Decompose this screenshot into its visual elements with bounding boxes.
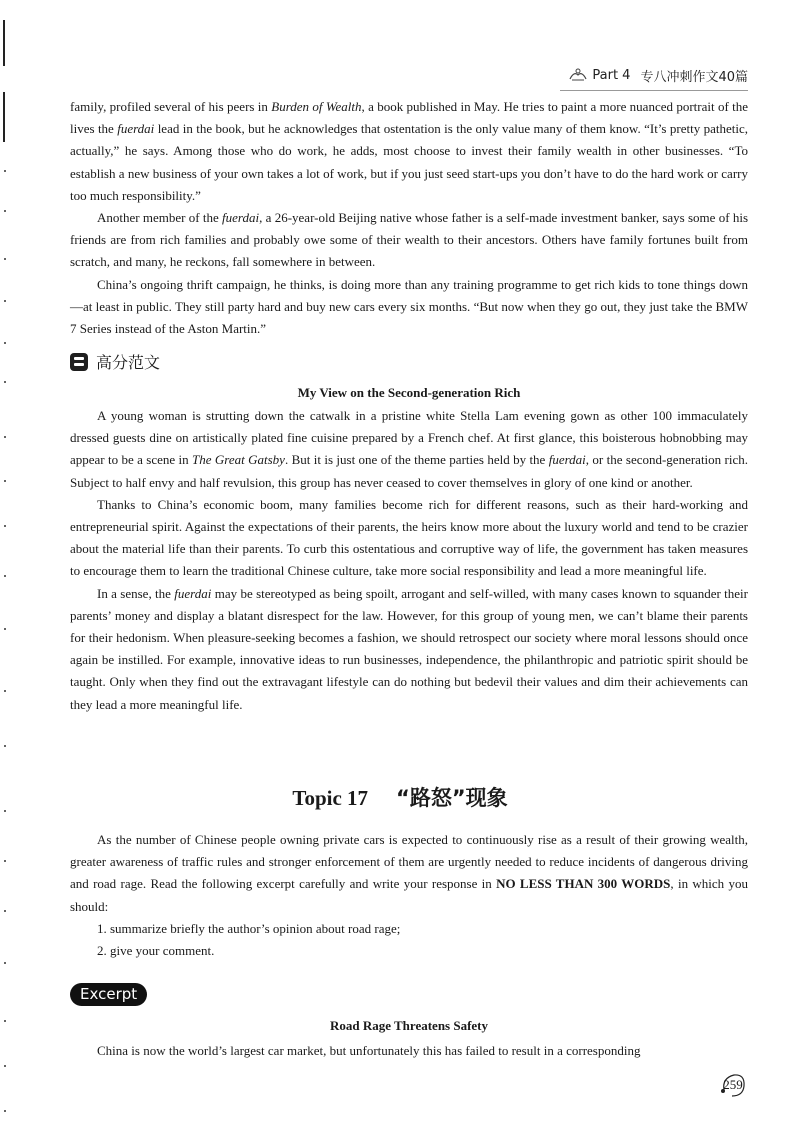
topic-instructions [70, 829, 748, 962]
binding-margin [0, 0, 14, 1132]
paragraph: Thanks to China’s economic boom, many families become rich for different reasons, such as their hard-working and entrepreneurial spirit. Against the expectations of their parents, the heirs know more about the luxury world and tend to be crazier about the material life than their parents. To curb this ostentatious and corruptive way of life, the government has taken measures to encourage them to learn the traditional Chinese culture, take more social responsibility and lead a more meaningful life. [70, 496, 748, 579]
text-run: , a 26-year-old Beijing native whose father is a self-made investment banker, says some of his friends are from rich families and probably owe some of their wealth to their ancestors. Others have family fortunes built from scratch, and many, he reckons, fall somewhere in between. [70, 210, 749, 270]
topic-chinese-title: “路怒”现象 [396, 786, 508, 810]
term-fuerdai: fuerdai [117, 121, 155, 137]
topic-label: Topic 17 [292, 786, 369, 810]
term-fuerdai: fuerdai [548, 452, 586, 468]
topic-title [0, 782, 800, 812]
list-item: 2. give your comment. [97, 943, 215, 959]
section-heading-text: 高分范文 [96, 353, 161, 372]
text-run: may be stereotyped as being spoilt, arrogant and self-willed, with many cases known to squander their parents’ money and display a blatant disrespect for the law. However, for this group of young men, we can’t blame their parents for their hedonism. When pleasure-seeking becomes a fashion, we should retrospect our society where moral lessons should once again be instilled. For example, innovative ideas to run businesses, independence, the philanthropic and patriotic spirit should be taught. Only when they find out the extravagant lifestyle can do nothing but bedevil their values and dim their achievements can they lead a more meaningful life. [70, 585, 748, 712]
text-run: , or the second-generation rich. Subject to half envy and half revulsion, this group has never ceased to cover themselves in glory of one kind or another. [70, 452, 749, 490]
list-item: 1. summarize briefly the author’s opinion about road rage; [97, 920, 401, 936]
paragraph [70, 583, 748, 716]
word-count-requirement: NO LESS THAN 300 WORDS [496, 876, 671, 892]
paragraph [70, 207, 748, 274]
paragraph: China’s ongoing thrift campaign, he thinks, is doing more than any training programme to get rich kids to tone things down—at least in public. They still party hard and buy new cars every six months. “But now when they go out, they just take the BMW 7 Series instead of the Aston Martin.” [70, 276, 748, 337]
essay-body [70, 405, 748, 716]
book-stack-icon [70, 353, 88, 371]
text-run: family, profiled several of his peers in [70, 99, 272, 114]
page-number [718, 1070, 748, 1100]
book-title: Burden of Wealth [271, 99, 362, 114]
excerpt-badge: Excerpt [70, 983, 147, 1006]
page-number-text: 259 [723, 1077, 743, 1092]
running-header [568, 62, 748, 88]
text-run: Another member of the [97, 210, 223, 226]
header-part-title: 专八冲刺作文40篇 [640, 69, 748, 85]
term-fuerdai: fuerdai [222, 210, 260, 226]
excerpt-continuation [70, 96, 748, 340]
header-rule [560, 90, 748, 91]
paragraph [70, 405, 748, 494]
term-fuerdai: fuerdai [174, 585, 212, 601]
book-emblem-icon [568, 65, 588, 85]
paragraph [70, 96, 748, 207]
text-run: lead in the book, but he acknowledges that ostentation is the only value many of them know. “It’s pretty pathetic, actually,” he says. Among those who do work, he adds, most choose to invest their family wealth in other businesses. “To establish a new business of your own takes a lot of work, but if you just seed start-ups you don’t have to do the hard work or carry too much responsibility.” [70, 121, 748, 203]
book-title: The Great Gatsby [192, 452, 285, 468]
text-run: , in which you should: [70, 876, 748, 914]
text-run: In a sense, the [97, 585, 175, 601]
paragraph: China is now the world’s largest car market, but unfortunately this has failed to result in a corresponding [97, 1043, 641, 1058]
excerpt-body [70, 1040, 748, 1062]
header-part-label: Part 4 [592, 67, 631, 83]
section-heading [70, 350, 160, 373]
essay-title: My View on the Second-generation Rich [297, 385, 521, 400]
text-run: , a book published in May. He tries to paint a more nuanced portrait of the lives the [70, 99, 749, 137]
paragraph [70, 829, 748, 918]
text-run: As the number of Chinese people owning private cars is expected to continuously rise as a result of their growing wealth, greater awareness of traffic rules and stronger enforcement of them are urgently needed to reduce incidents of dangerous driving and road rage. Read the following excerpt carefully and write your response in [70, 832, 748, 892]
excerpt-title: Road Rage Threatens Safety [329, 1018, 489, 1033]
text-run: . But it is just one of the theme parties held by the [284, 452, 549, 468]
text-run: A young woman is strutting down the catwalk in a pristine white Stella Lam evening gown as other 100 immaculately dressed guests dine on artistically plated fine cuisine prepared by a French chef. At first glance, this boisterous hobnobbing may appear to be a scene in [70, 408, 748, 468]
